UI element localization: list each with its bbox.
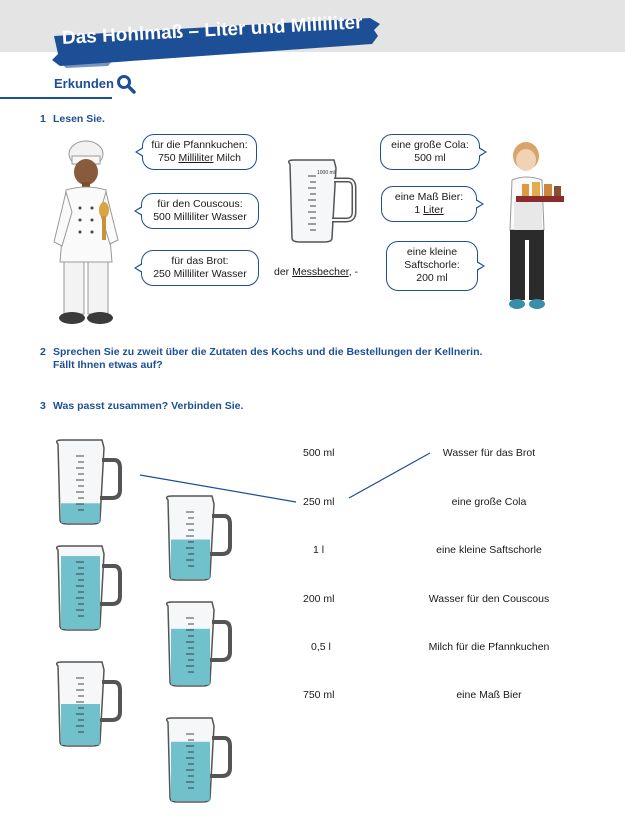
- cup-label: 1000 ml: [317, 170, 335, 176]
- page-title: Das Hohlmaß – Liter und Milliliter: [61, 12, 363, 49]
- measuring-cup-empty: [284, 158, 360, 244]
- measuring-cup-1: [57, 440, 120, 524]
- task-3: 3 Was passt zusammen? Verbinden Sie.: [40, 400, 244, 412]
- measuring-cup-6: [167, 718, 230, 802]
- cups-group: [52, 430, 252, 810]
- waitress-bubble-beer: eine Maß Bier: 1 Liter: [381, 186, 477, 222]
- measure-2: 1 l: [313, 544, 325, 556]
- measure-4: 0,5 l: [311, 641, 331, 653]
- waitress-bubble-cola: eine große Cola: 500 ml: [380, 134, 480, 170]
- waitress-illustration: [496, 140, 568, 318]
- item-0: Wasser für das Brot: [442, 447, 536, 459]
- chef-bubble-bread: für das Brot: 250 Milliliter Wasser: [141, 250, 259, 286]
- waitress-bubble-spritzer: eine kleine Saftschorle: 200 ml: [386, 241, 478, 291]
- example-line-answer: [349, 453, 430, 498]
- cup-caption: der Messbecher, -: [274, 266, 359, 278]
- item-4: Milch für die Pfannkuchen: [428, 641, 550, 653]
- section-underline: [0, 97, 112, 99]
- measuring-cup-3: [57, 546, 120, 630]
- item-2: eine kleine Saftschorle: [436, 544, 542, 556]
- task-1: 1 Lesen Sie.: [40, 113, 105, 125]
- magnifier-icon: [116, 74, 136, 94]
- section-heading: Erkunden: [54, 76, 114, 91]
- item-5: eine Maß Bier: [456, 689, 522, 701]
- measure-3: 200 ml: [303, 593, 335, 605]
- task-2: 2 Sprechen Sie zu zweit über die Zutaten des Kochs und die Bestellungen der Kellnerin. Fällt Ihnen etwas auf?: [40, 346, 483, 371]
- measuring-cup-2: [167, 496, 230, 580]
- measuring-cup-5: [57, 662, 120, 746]
- chef-bubble-couscous: für den Couscous: 500 Milliliter Wasser: [141, 193, 259, 229]
- measure-1: 250 ml: [303, 496, 335, 508]
- item-1: eine große Cola: [451, 496, 527, 508]
- measure-0: 500 ml: [303, 447, 335, 459]
- item-3: Wasser für den Couscous: [428, 593, 550, 605]
- measure-5: 750 ml: [303, 689, 335, 701]
- measuring-cup-4: [167, 602, 230, 686]
- chef-illustration: [42, 132, 132, 332]
- chef-bubble-pancakes: für die Pfannkuchen: 750 Milliliter Milch: [142, 134, 257, 170]
